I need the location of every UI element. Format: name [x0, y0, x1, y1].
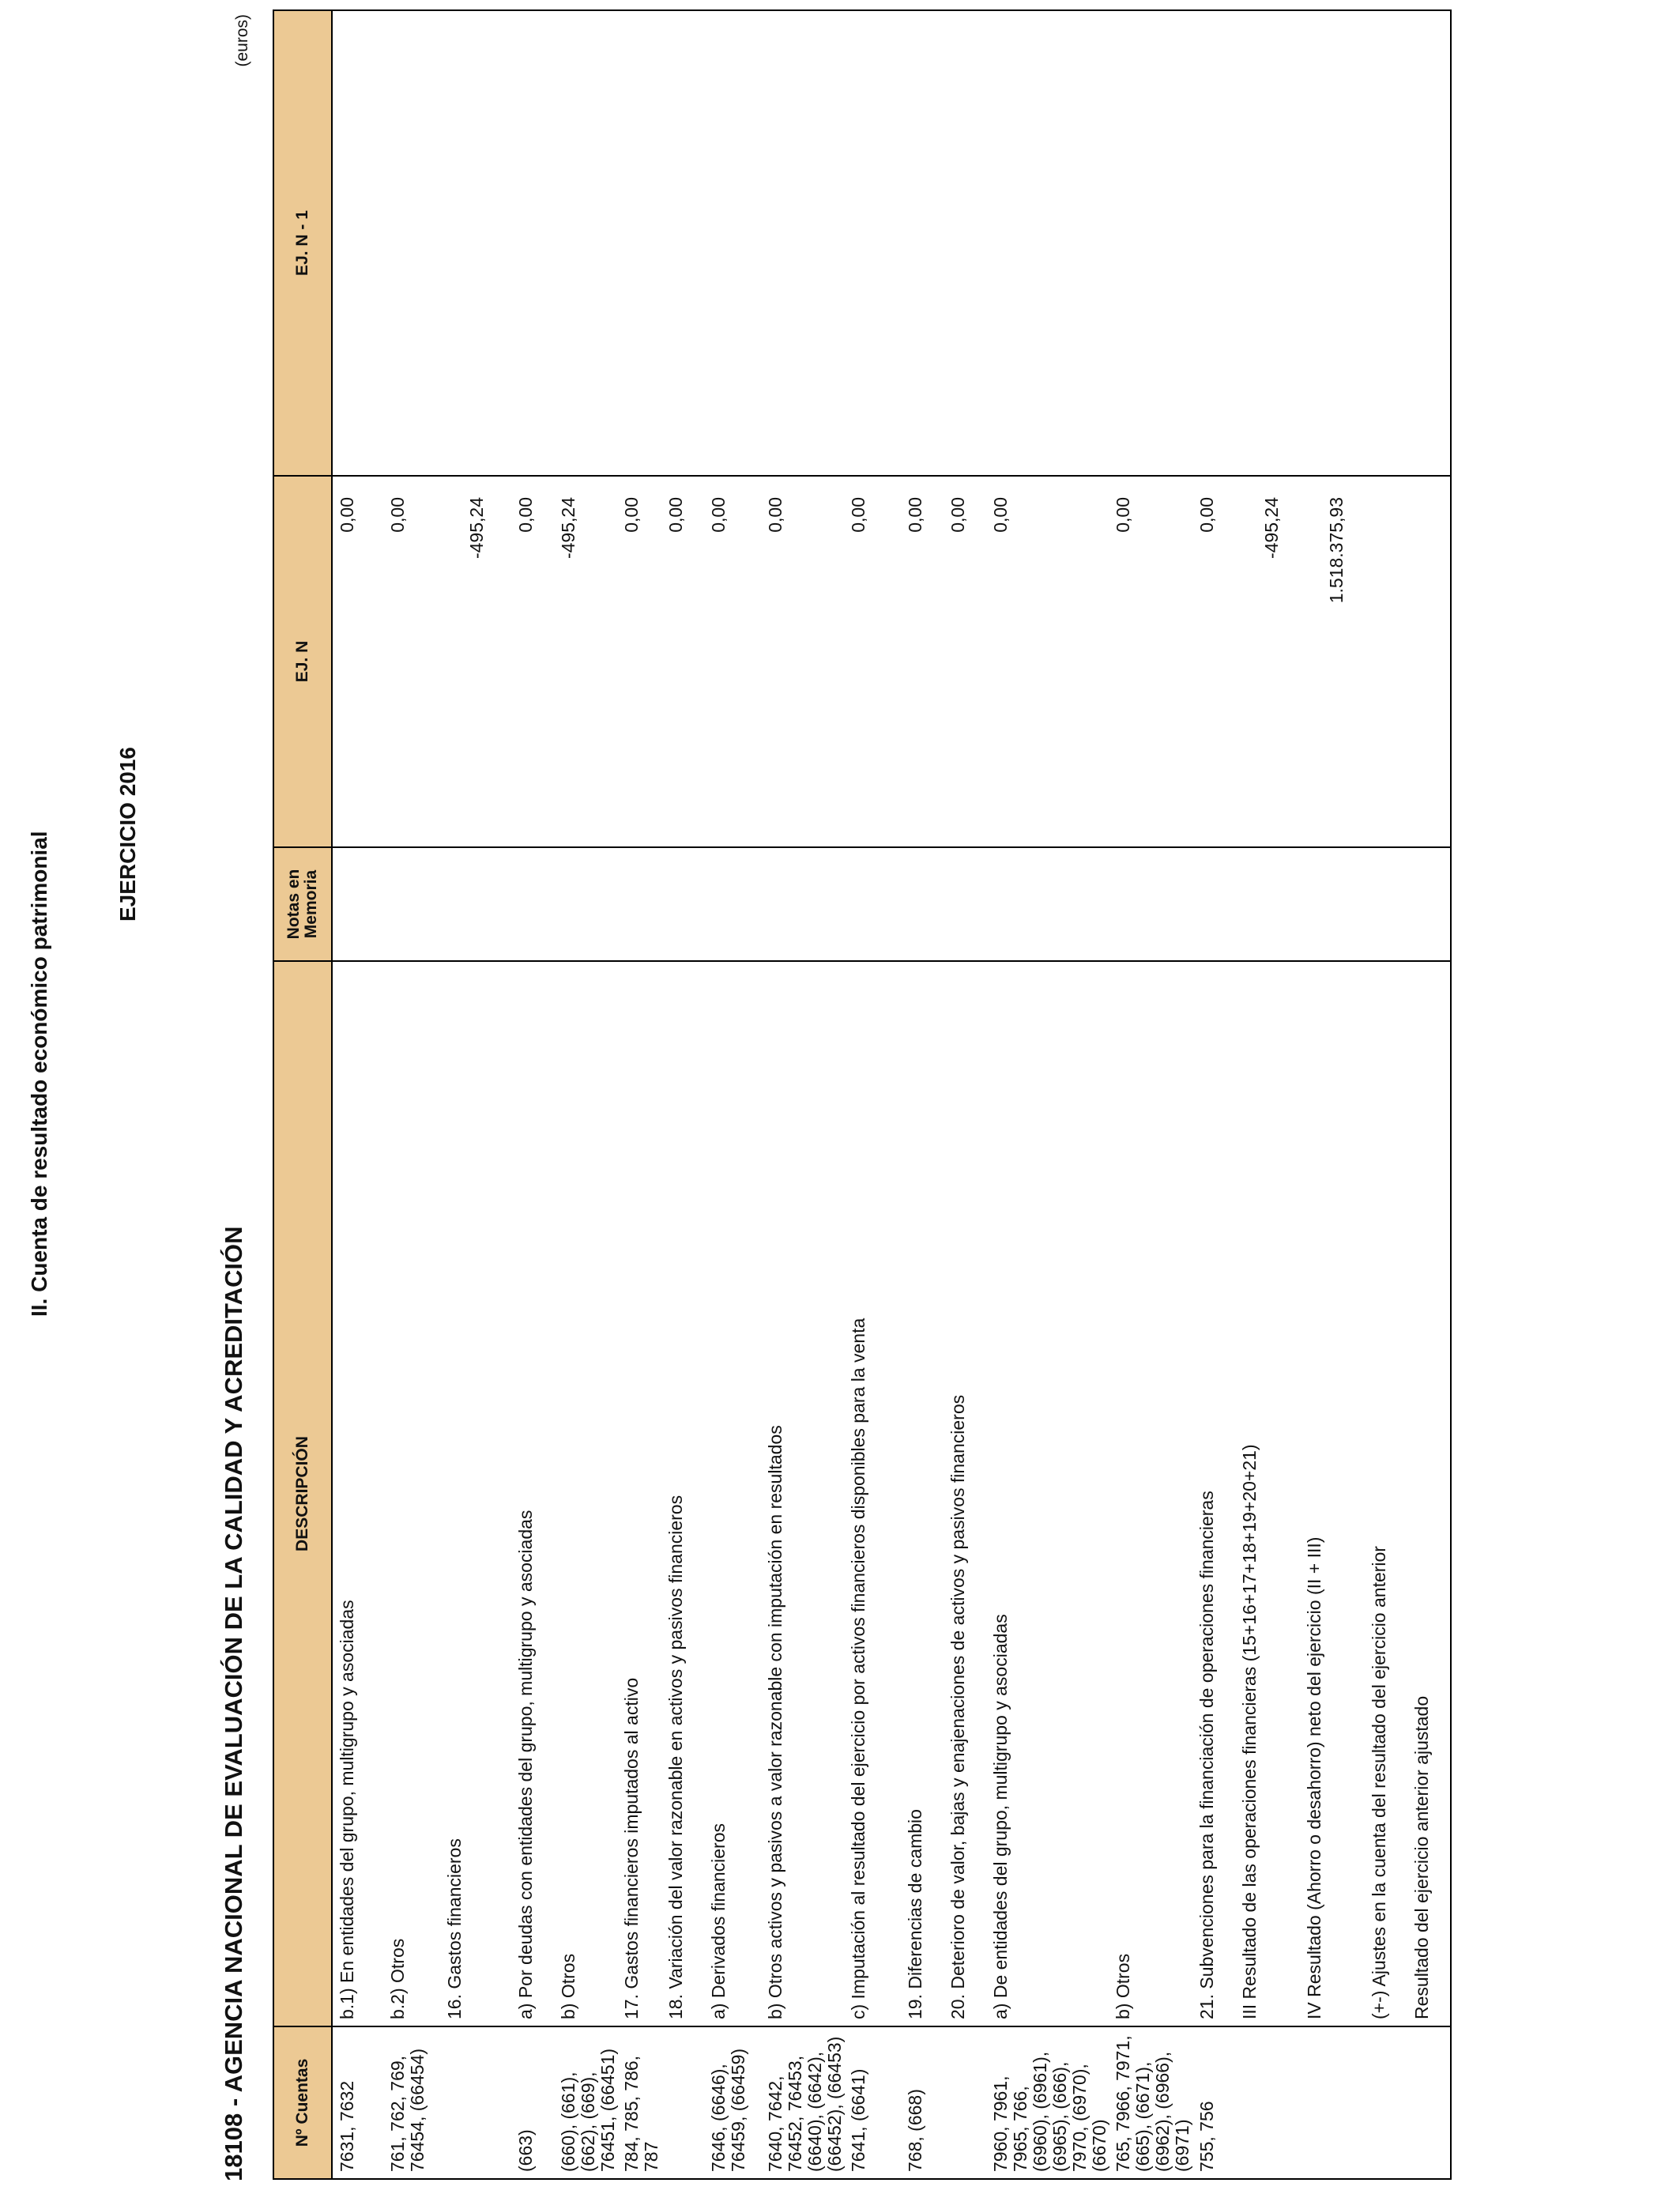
account-codes-cell	[1235, 2026, 1300, 2179]
description-cell: a) Derivados financieros	[704, 961, 761, 2026]
description-cell: 20. Deterioro de valor, bajas y enajenaciones de activos y pasivos financieros	[944, 961, 986, 2026]
current-year-amount: 0,00	[1109, 476, 1192, 847]
previous-year-amount	[332, 10, 383, 476]
table-row	[761, 10, 844, 2179]
account-codes-cell: 768, (668)	[901, 2026, 944, 2179]
notes-cell	[383, 847, 440, 961]
current-year-amount: 0,00	[1192, 476, 1235, 847]
description-cell: b.1) En entidades del grupo, multigrupo y asociadas	[332, 961, 383, 2026]
current-year-amount: 0,00	[704, 476, 761, 847]
notes-cell	[1235, 847, 1300, 961]
previous-year-amount	[383, 10, 440, 476]
notes-cell	[554, 847, 617, 961]
account-codes-cell: 7960, 7961, 7965, 766, (6960), (6961), (6965), (666), 7970, (6970), (6670)	[986, 2026, 1109, 2179]
previous-year-amount	[1300, 10, 1365, 476]
table-row	[986, 10, 1109, 2179]
current-year-amount: 0,00	[511, 476, 554, 847]
description-cell: c) Imputación al resultado del ejercicio por activos financieros disponibles para la venta	[844, 961, 901, 2026]
previous-year-amount	[511, 10, 554, 476]
current-year-amount: 0,00	[332, 476, 383, 847]
current-year-amount: 0,00	[844, 476, 901, 847]
col-previous-header: EJ. N - 1	[273, 10, 332, 476]
table-row	[383, 10, 440, 2179]
notes-cell	[901, 847, 944, 961]
table-row	[440, 10, 511, 2179]
col-accounts-header: Nº Cuentas	[273, 2026, 332, 2179]
col-current-header: EJ. N	[273, 476, 332, 847]
notes-cell	[661, 847, 704, 961]
table-header-row	[273, 10, 332, 2179]
account-codes-cell: 765, 7966, 7971, (665), (6671), (6962), (6966), (6971)	[1109, 2026, 1192, 2179]
col-notes-header: Notas en Memoria	[273, 847, 332, 961]
previous-year-amount	[761, 10, 844, 476]
table-row	[1109, 10, 1192, 2179]
table-row	[1192, 10, 1235, 2179]
previous-year-amount	[554, 10, 617, 476]
previous-year-amount	[944, 10, 986, 476]
current-year-amount: -495,24	[1235, 476, 1300, 847]
notes-cell	[1300, 847, 1365, 961]
notes-cell	[986, 847, 1109, 961]
current-year-amount	[1365, 476, 1407, 847]
account-codes-cell: 7631, 7632	[332, 2026, 383, 2179]
table-row	[901, 10, 944, 2179]
description-cell: 17. Gastos financieros imputados al activo	[617, 961, 661, 2026]
account-codes-cell: 7641, (6641)	[844, 2026, 901, 2179]
table-row	[511, 10, 554, 2179]
current-year-amount: 0,00	[901, 476, 944, 847]
notes-cell	[440, 847, 511, 961]
account-codes-cell	[944, 2026, 986, 2179]
description-cell: b) Otros	[1109, 961, 1192, 2026]
table-row	[1365, 10, 1407, 2179]
account-codes-cell: 761, 762, 769, 76454, (66454)	[383, 2026, 440, 2179]
table-row	[554, 10, 617, 2179]
notes-cell	[1407, 847, 1451, 961]
previous-year-amount	[844, 10, 901, 476]
previous-year-amount	[1407, 10, 1451, 476]
current-year-amount: 0,00	[986, 476, 1109, 847]
account-codes-cell: 784, 785, 786, 787	[617, 2026, 661, 2179]
description-cell: b) Otros activos y pasivos a valor razonable con imputación en resultados	[761, 961, 844, 2026]
description-cell: a) Por deudas con entidades del grupo, multigrupo y asociadas	[511, 961, 554, 2026]
notes-cell	[944, 847, 986, 961]
account-codes-cell	[1365, 2026, 1407, 2179]
notes-cell	[1109, 847, 1192, 961]
table-row	[332, 10, 383, 2179]
previous-year-amount	[1365, 10, 1407, 476]
account-codes-cell	[661, 2026, 704, 2179]
table-row	[944, 10, 986, 2179]
current-year-amount: 1.518.375,93	[1300, 476, 1365, 847]
table-body	[332, 10, 1451, 2179]
current-year-amount: 0,00	[944, 476, 986, 847]
description-cell: IV Resultado (Ahorro o desahorro) neto del ejercicio (II + III)	[1300, 961, 1365, 2026]
account-codes-cell: 7646, (6646), 76459, (66459)	[704, 2026, 761, 2179]
col-description-header: DESCRIPCIÓN	[273, 961, 332, 2026]
current-year-amount: -495,24	[554, 476, 617, 847]
current-year-amount: 0,00	[383, 476, 440, 847]
previous-year-amount	[661, 10, 704, 476]
previous-year-amount	[617, 10, 661, 476]
table-row	[1407, 10, 1451, 2179]
previous-year-amount	[986, 10, 1109, 476]
notes-cell	[761, 847, 844, 961]
account-codes-cell	[1407, 2026, 1451, 2179]
description-cell: a) De entidades del grupo, multigrupo y asociadas	[986, 961, 1109, 2026]
description-cell: 19. Diferencias de cambio	[901, 961, 944, 2026]
description-cell: b) Otros	[554, 961, 617, 2026]
account-codes-cell: (663)	[511, 2026, 554, 2179]
description-cell: 16. Gastos financieros	[440, 961, 511, 2026]
notes-cell	[617, 847, 661, 961]
current-year-amount: 0,00	[617, 476, 661, 847]
previous-year-amount	[1109, 10, 1192, 476]
current-year-amount: -495,24	[440, 476, 511, 847]
notes-cell	[704, 847, 761, 961]
account-codes-cell: (660), (661), (662), (669), 76451, (66451)	[554, 2026, 617, 2179]
table-row	[1235, 10, 1300, 2179]
account-codes-cell	[440, 2026, 511, 2179]
previous-year-amount	[440, 10, 511, 476]
current-year-amount: 0,00	[761, 476, 844, 847]
description-cell: (+-) Ajustes en la cuenta del resultado del ejercicio anterior	[1365, 961, 1407, 2026]
account-codes-cell: 7640, 7642, 76452, 76453, (6640), (6642), (66452), (66453)	[761, 2026, 844, 2179]
table-row	[1300, 10, 1365, 2179]
notes-cell	[1365, 847, 1407, 961]
section-title: II. Cuenta de resultado económico patrimonial	[27, 831, 51, 1317]
table-row	[661, 10, 704, 2179]
notes-cell	[1192, 847, 1235, 961]
current-year-amount	[1407, 476, 1451, 847]
exercise-title: EJERCICIO 2016	[115, 747, 140, 922]
description-cell: 18. Variación del valor razonable en activos y pasivos financieros	[661, 961, 704, 2026]
notes-cell	[511, 847, 554, 961]
previous-year-amount	[901, 10, 944, 476]
notes-cell	[844, 847, 901, 961]
current-year-amount: 0,00	[661, 476, 704, 847]
notes-cell	[332, 847, 383, 961]
description-cell: Resultado del ejercicio anterior ajustado	[1407, 961, 1451, 2026]
table-row	[844, 10, 901, 2179]
unit-label: (euros)	[233, 14, 251, 67]
results-table	[273, 9, 1452, 2180]
description-cell: III Resultado de las operaciones financieras (15+16+17+18+19+20+21)	[1235, 961, 1300, 2026]
previous-year-amount	[704, 10, 761, 476]
entity-title: 18108 - AGENCIA NACIONAL DE EVALUACIÓN DE LA CALIDAD Y ACREDITACIÓN	[220, 1226, 247, 2181]
previous-year-amount	[1192, 10, 1235, 476]
account-codes-cell	[1300, 2026, 1365, 2179]
account-codes-cell: 755, 756	[1192, 2026, 1235, 2179]
table-row	[617, 10, 661, 2179]
description-cell: b.2) Otros	[383, 961, 440, 2026]
description-cell: 21. Subvenciones para la financiación de operaciones financieras	[1192, 961, 1235, 2026]
table-row	[704, 10, 761, 2179]
previous-year-amount	[1235, 10, 1300, 476]
